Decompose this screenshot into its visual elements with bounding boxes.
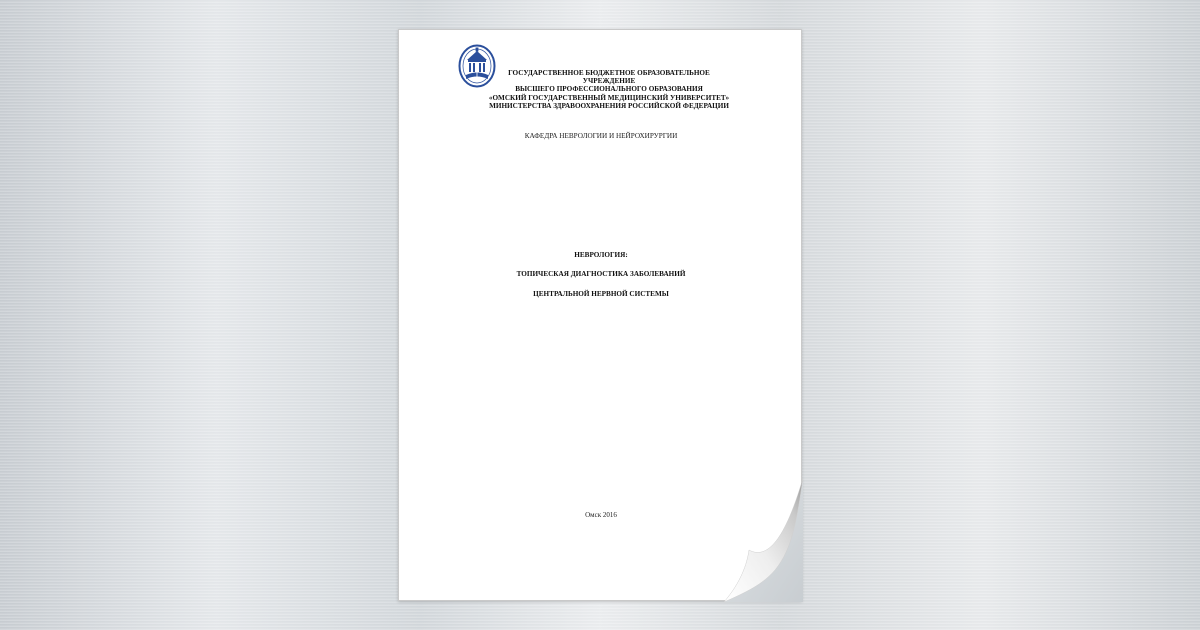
title-line-3: ЦЕНТРАЛЬНОЙ НЕРВНОЙ СИСТЕМЫ [533,290,669,298]
header-line-2: УЧРЕЖДЕНИЕ [582,77,636,85]
header-line-4: «ОМСКИЙ ГОСУДАРСТВЕННЫЙ МЕДИЦИНСКИЙ УНИВЕРСИТЕТ» [488,94,730,102]
city-year: Омск 2016 [585,511,617,519]
header-line-1: ГОСУДАРСТВЕННОЕ БЮДЖЕТНОЕ ОБРАЗОВАТЕЛЬНОЕ [508,69,710,77]
title-line-1: НЕВРОЛОГИЯ: [574,251,628,259]
document-page [398,29,802,601]
header-line-5: МИНИСТЕРСТВА ЗДРАВООХРАНЕНИЯ РОССИЙСКОЙ ФЕДЕРАЦИИ [489,102,729,110]
header-line-3: ВЫСШЕГО ПРОФЕССИОНАЛЬНОГО ОБРАЗОВАНИЯ [515,85,703,93]
page-curl-icon [719,478,803,602]
department-name: КАФЕДРА НЕВРОЛОГИИ И НЕЙРОХИРУРГИИ [524,132,678,140]
title-line-2: ТОПИЧЕСКАЯ ДИАГНОСТИКА ЗАБОЛЕВАНИЙ [516,270,686,278]
